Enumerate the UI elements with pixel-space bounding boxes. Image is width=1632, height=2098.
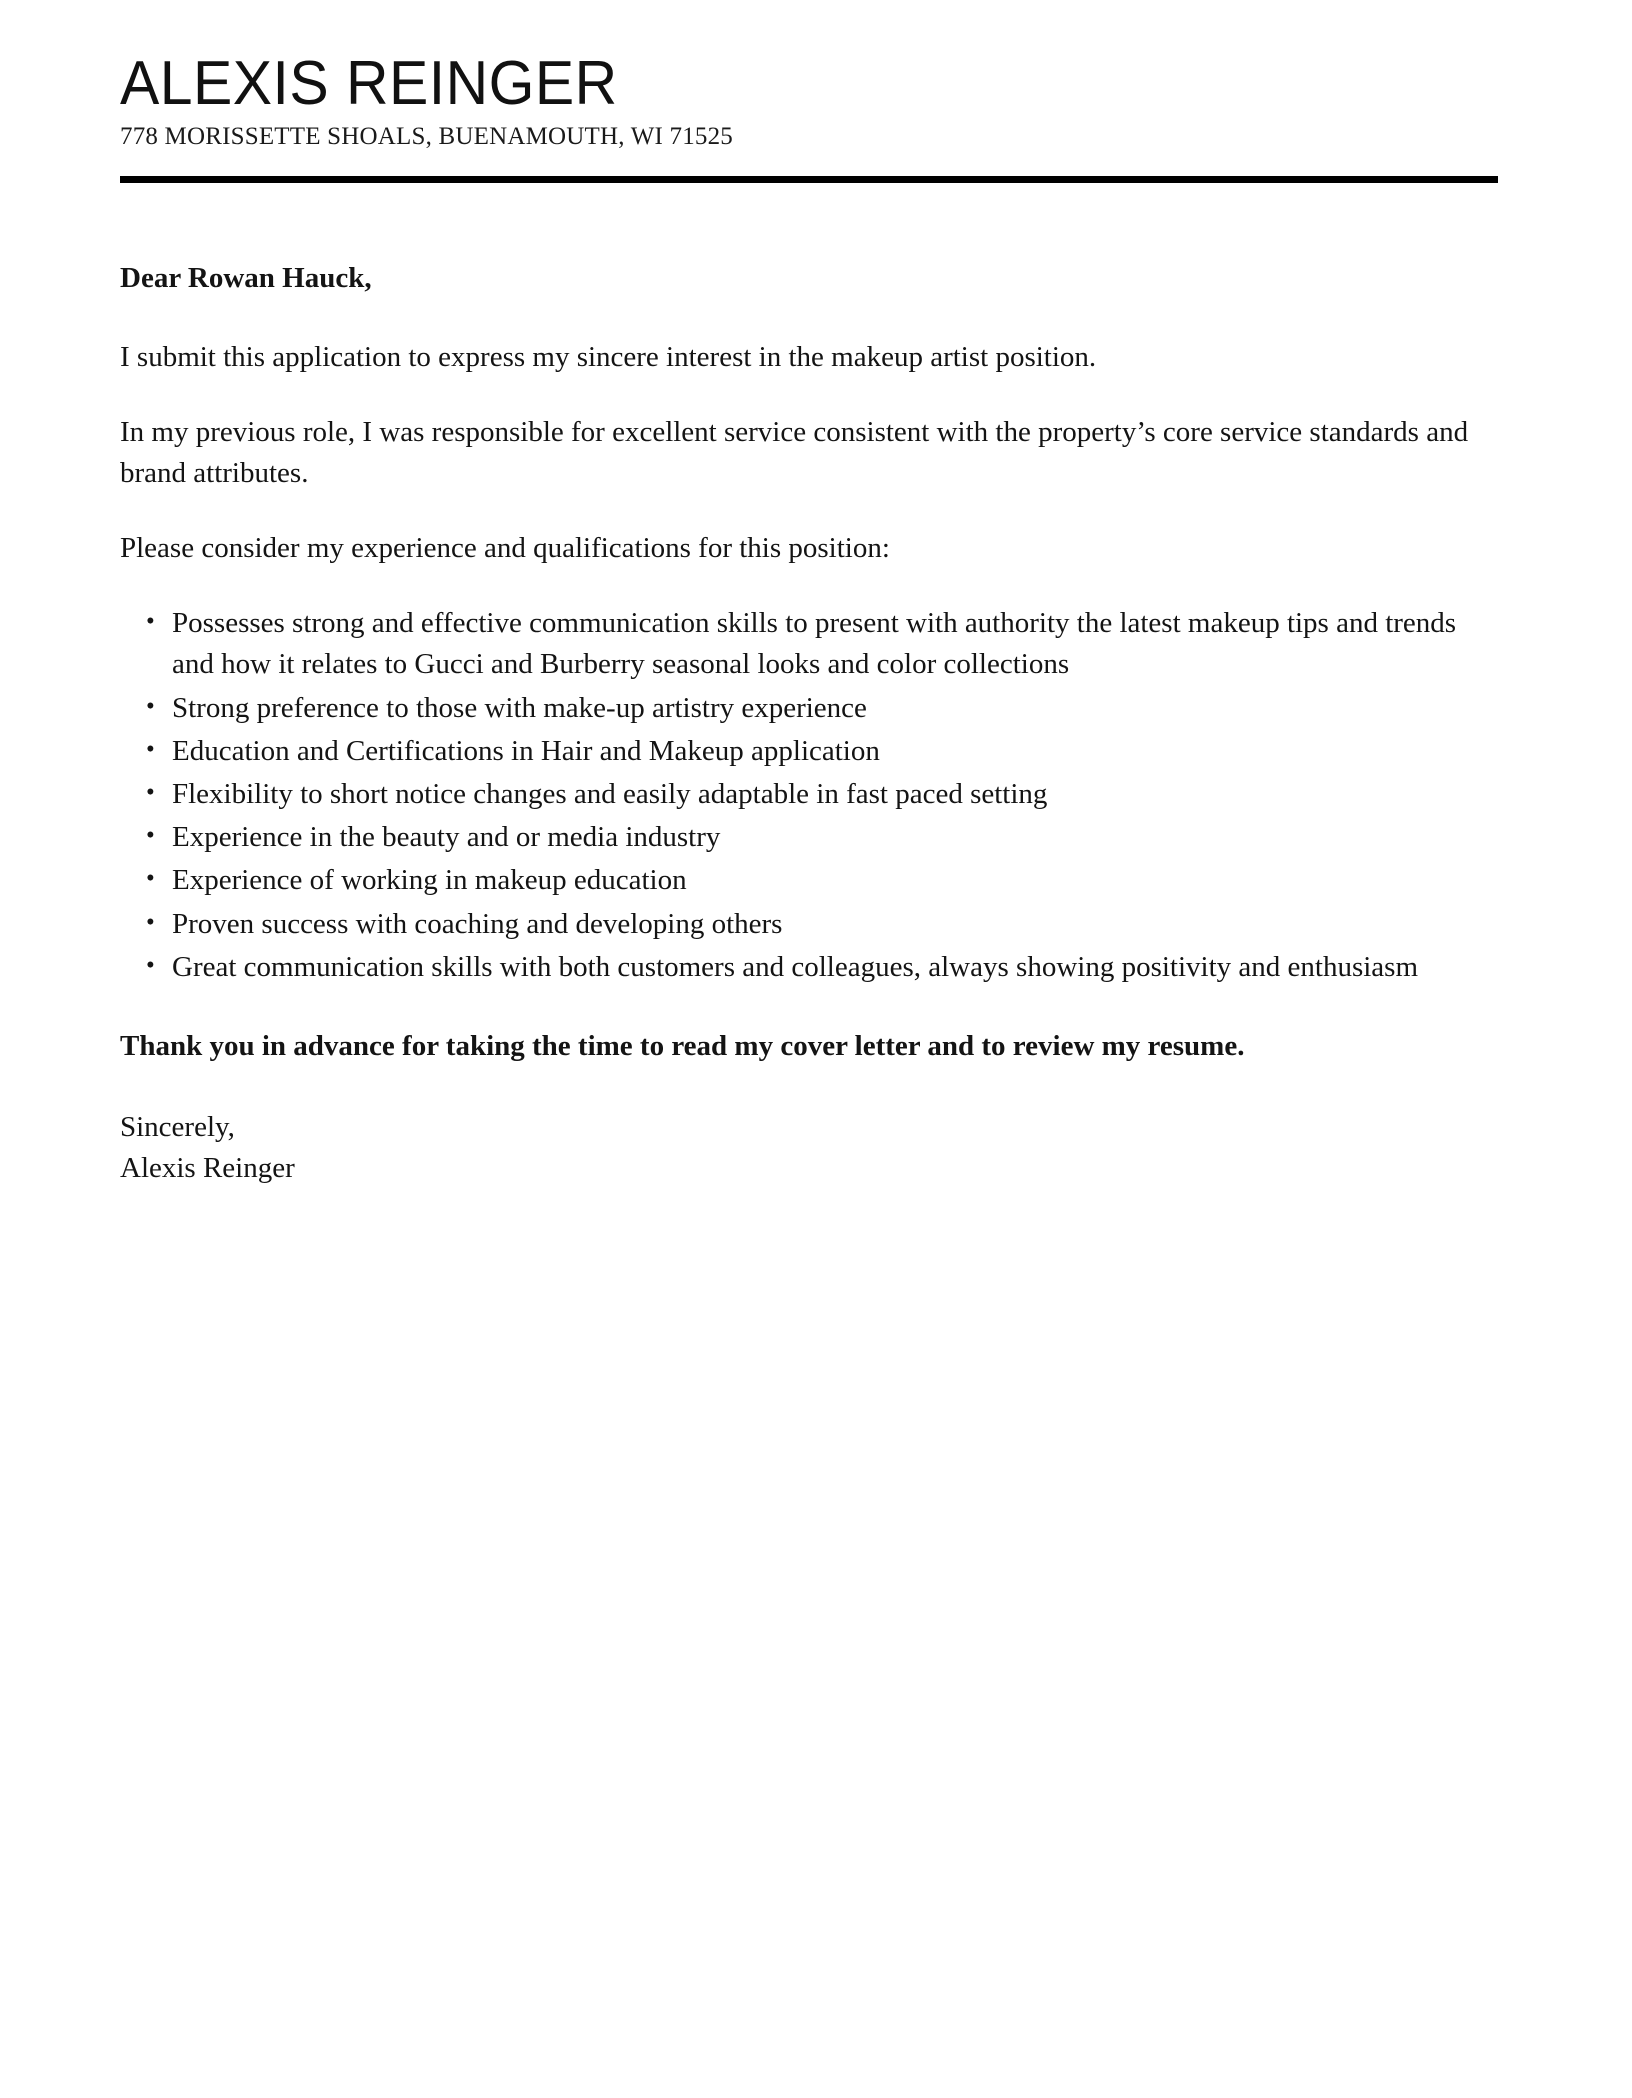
letter-header [120,49,1512,183]
signoff-line: Sincerely, [120,1111,235,1144]
signature-name: Alexis Reinger [120,1152,295,1185]
list-item: • Strong preference to those with make-up artistry experience [120,688,1490,729]
qualifications-list [120,603,1490,988]
letter-body [120,259,1502,1189]
signature-block [120,1107,1502,1189]
body-paragraph-2: In my previous role, I was responsible for excellent service consistent with the property’s core service standards and brand attributes. [120,415,1469,489]
closing-statement: Thank you in advance for taking the time to read my cover letter and to review my resume. [120,1029,1245,1062]
list-item: • Great communication skills with both customers and colleagues, always showing positivity and enthusiasm [120,947,1490,988]
applicant-name: ALEXIS REINGER [120,49,618,118]
applicant-address: 778 MORISSETTE SHOALS, BUENAMOUTH, WI 71525 [120,123,734,151]
list-item: • Education and Certifications in Hair and Makeup application [120,731,1490,772]
list-item: • Experience in the beauty and or media industry [120,817,1490,858]
letter-content [120,49,1512,1189]
list-item: • Possesses strong and effective communication skills to present with authority the latest makeup tips and trends and how it relates to Gucci and Burberry seasonal looks and color collections [120,603,1490,685]
list-item: • Flexibility to short notice changes and easily adaptable in fast paced setting [120,774,1490,815]
list-item: • Experience of working in makeup education [120,860,1490,901]
body-paragraph-1: I submit this application to express my sincere interest in the makeup artist position. [120,340,1097,373]
header-divider [120,176,1498,183]
list-item: • Proven success with coaching and developing others [120,904,1490,945]
body-paragraph-3: Please consider my experience and qualifications for this position: [120,532,890,565]
salutation: Dear Rowan Hauck, [120,262,372,295]
